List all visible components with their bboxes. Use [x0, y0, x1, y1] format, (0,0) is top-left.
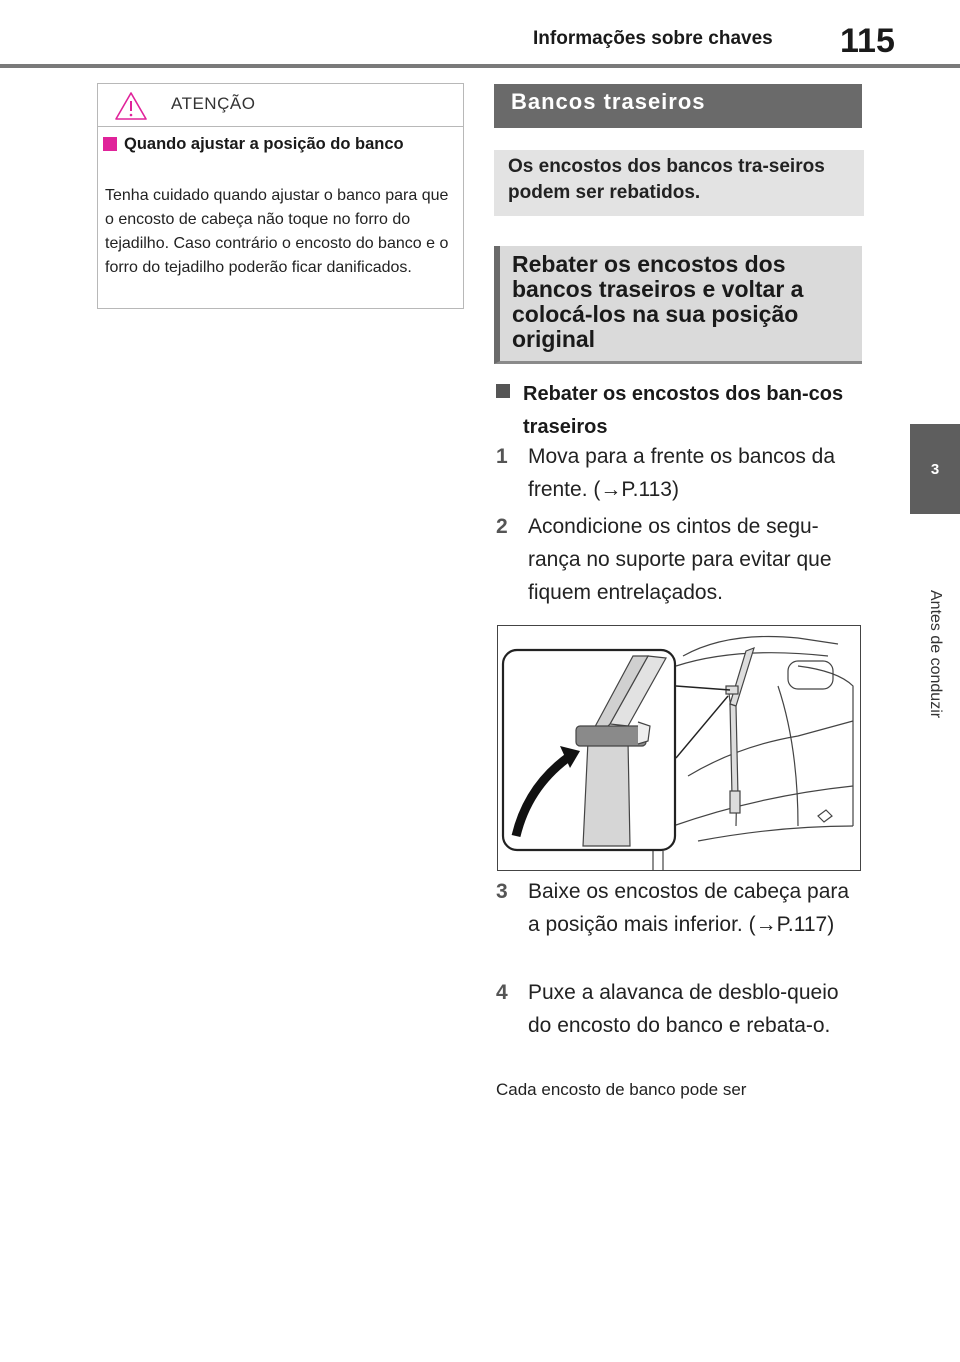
page-number: 115 — [840, 22, 895, 60]
warning-body: Tenha cuidado quando ajustar o banco para que o encosto de cabeça não toque no forro do tejadilho. Caso contrário o encosto do banco e o forro do tejadilho poderão ficar danificados. — [105, 187, 449, 276]
chapter-number: 3 — [930, 460, 940, 478]
square-bullet-icon — [496, 384, 510, 398]
step-4 — [496, 976, 861, 1042]
step-number: 4 — [496, 981, 508, 1004]
step-3 — [496, 875, 861, 941]
warning-triangle-icon — [114, 91, 148, 121]
step-number: 1 — [496, 445, 508, 468]
square-bullet-icon — [103, 137, 117, 151]
warning-subtitle-text: Quando ajustar a posição do banco — [124, 135, 404, 153]
step-number: 2 — [496, 515, 508, 538]
warning-box — [97, 83, 464, 309]
step-text: Mova para a frente os bancos da frente. (→P.113) — [528, 445, 836, 501]
procedure-heading — [496, 378, 856, 444]
continuation-note: Cada encosto de banco pode ser — [496, 1080, 747, 1099]
step-text: Puxe a alavanca de desblo-queio do encosto do banco e rebata-o. — [528, 981, 839, 1037]
chapter-tab — [910, 424, 960, 514]
seatbelt-drawing — [498, 626, 860, 870]
section-title: Bancos traseiros — [494, 84, 862, 128]
step-1 — [496, 440, 861, 506]
subsection-title: Rebater os encostos dos bancos traseiros e voltar a colocá-los na sua posição original — [494, 246, 862, 364]
section-intro: Os encostos dos bancos tra-seiros podem ser rebatidos. — [494, 150, 864, 216]
warning-header — [98, 84, 463, 127]
header-rule — [0, 64, 960, 68]
step-text: Acondicione os cintos de segu-rança no suporte para evitar que fiquem entrelaçados. — [528, 515, 832, 604]
step-number: 3 — [496, 880, 508, 903]
warning-title: ATENÇÃO — [171, 94, 256, 113]
chapter-label: Antes de conduzir — [927, 590, 944, 719]
step-text: Baixe os encostos de cabeça para a posição mais inferior. (→P.117) — [528, 880, 850, 936]
warning-subtitle — [124, 134, 454, 155]
procedure-heading-text: Rebater os encostos dos ban-cos traseiros — [523, 383, 844, 438]
header-title: Informações sobre chaves — [533, 28, 773, 49]
step-2 — [496, 510, 861, 609]
seatbelt-illustration — [497, 625, 861, 871]
